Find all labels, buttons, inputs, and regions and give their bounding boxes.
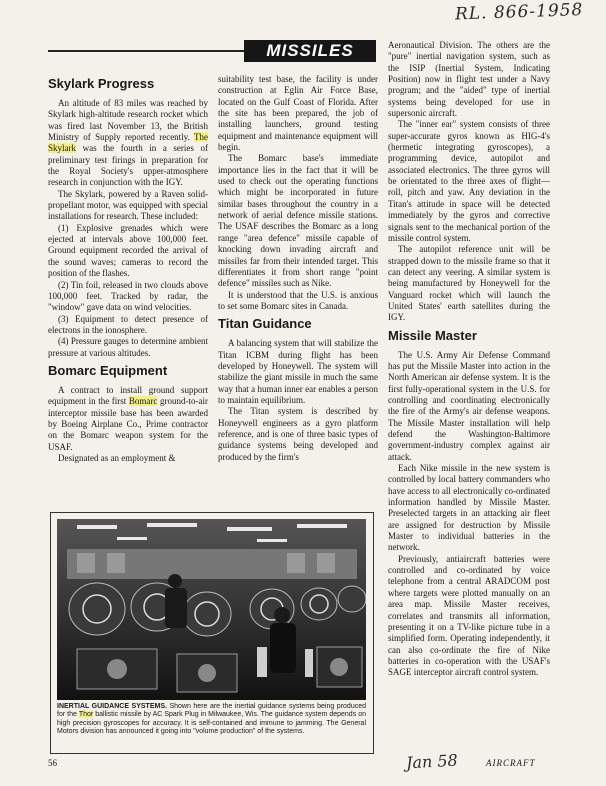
banner-rule [48,50,244,52]
column-1 [48,74,208,512]
handwritten-reference: RL. 866-1958 [454,0,584,25]
heading-missile-master: Missile Master [388,327,477,343]
paragraph: The autopilot reference unit will be strapped down to the missile frame so that it can detect any veering. A similar system is being manufactured by Honeywell for the Vanguard rocket which will launch the United States' earth satellites during the IGY. [388,244,550,323]
paragraph: suitability test base, the facility is under construction at Eglin Air Force Base, located on the Gulf Coast of Florida. After the site has been prepared, the job of installing launchers, ground testing equipment and maintenance equipment will begin. [218,74,378,153]
paragraph: A balancing system that will stabilize the Titan ICBM during flight has been developed by Honeywell. The system will stabilize the giant missile in much the same way that a human inner ear enables a person to maintain equilibrium. [218,338,378,405]
paragraph: It is understood that the U.S. is anxious to set some Bomarc sites in Canada. [218,289,378,311]
heading-bomarc-equipment: Bomarc Equipment [48,362,168,378]
text-run: ground-to-air interceptor missile base has been awarded by Boeing Airplane Co., Prime contractor on the Bomarc weapon system for the USAF. [48,396,208,452]
photo-figure [50,512,374,754]
paragraph: The U.S. Army Air Defense Command has put the Missile Master into action in the North American air defense system. It is the first fully-operational system in the U.S. for controlling and coordinating electronically the fire of the Army's air defense weapons. The Missile Master installation will help defend the Washington-Baltimore government-industry complex against air attack. [388,349,550,462]
paragraph: Aeronautical Division. The others are the "pure" inertial navigation system, such as the ISIP (Inertial System, Indicating Position) now in flight test under a Navy program; and the "aided" type of inertial systems being developed for use in supersonic aircraft. [388,40,550,119]
paragraph: Each Nike missile in the new system is controlled by local battery commanders who have access to all electronically co-ordinated information handled by Missile Master. Preselected targets in an attacking air fleet are assigned for destruction by Missile Master to individual batteries in the network. [388,463,550,553]
paragraph [48,98,208,189]
section-banner: MISSILES [244,40,376,62]
paragraph: Previously, antiaircraft batteries were controlled and co-ordinated by voice telephone from a central ARADCOM post where targets were plotted manually on an area map. Missile Master receives, correlates and transmits all information, presenting it on a TV-like picture tube in a simplified form. Operating independently, it can also co-ordinate the fire of Nike batteries in co-operation with the USAF's SAGE interceptor aircraft control system. [388,553,550,678]
paragraph: The Titan system is described by Honeywell engineers as a gyro platform reference, and is one of three basic types of guidance systems being developed and produced by the firm's [218,406,378,462]
paragraph [48,385,208,453]
caption-text: Shown here are the inertial guidance systems being produced for the [57,703,366,719]
text-run: A contract to install ground support equipment in the first [48,384,208,407]
highlighted-text: Thor [78,711,94,719]
highlighted-text: The Skylark [48,132,208,154]
paragraph: The Bomarc base's immediate importance lies in the fact that it will be used to check out the operating functions which might be incorporated in future similar bases throughout the country in a network of aerial defence missile stations. The USAF describes the Bomarc as a long range "area defence" missile capable of knocking down invading aircraft and missiles far from their intended target. This differentiates it from short range "point defence" missiles such as Nike. [218,153,378,289]
heading-titan-guidance: Titan Guidance [218,316,312,332]
photo-caption [57,703,366,737]
handwritten-date: Jan 58 [405,750,459,773]
paragraph: Designated as an employment & [58,452,176,463]
paragraph: (2) Tin foil, released in two clouds above 100,000 feet. Tracked by radar, the "window" gave data on wind velocities. [48,279,208,313]
page-number: 56 [48,758,57,768]
text-run: An altitude of 83 miles was reached by Skylark high-altitude research rocket which was fired last November 13, the British Ministry of Supply reported recently. [48,98,208,143]
magazine-name: AIRCRAFT [486,758,536,768]
paragraph: The Skylark, powered by a Raven solid-propellant motor, was equipped with special installations for research. These included: [48,188,208,222]
heading-skylark-progress: Skylark Progress [48,76,155,91]
caption-text: ballistic missile by AC Spark Plug in Milwaukee, Wis. The guidance system depends on high precision gyroscopes for accuracy. It is self-contained and immune to jamming. The General Motors division has announced it going into "volume production" of the systems. [57,711,367,736]
paragraph: The "inner ear" system consists of three super-accurate gyros known as HIG-4's (hermetic integrating gyroscopes), a programming device, autopilot and associated electronics. The three gyros will be orientated to the three axes of flight—roll, pitch and yaw. Any deviation in the Titan's attitude in space will be detected immediately by the gyros and corrective signals sent to the mechanical portion of the missile control system. [388,119,550,243]
text-run: was the fourth in a series of preliminary test firings in preparation for the Royal Society's upper-atmosphere research in conjunction with the IGY. [48,143,208,188]
column-3 [388,40,550,748]
column-2 [218,74,378,512]
factory-photo-illustration [57,519,366,700]
paragraph: (1) Explosive grenades which were ejected at intervals above 100,000 feet. Ground equipment recorded the arrival of the sound waves; cameras to record the position of the flashes. [48,222,208,279]
caption-lead: INERTIAL GUIDANCE SYSTEMS. [57,703,167,710]
factory-photo [57,519,366,700]
paragraph: (4) Pressure gauges to determine ambient pressure at various altitudes. [48,336,208,358]
highlighted-text: Bomarc [128,396,158,407]
paragraph: (3) Equipment to detect presence of electrons in the ionosphere. [48,313,208,335]
